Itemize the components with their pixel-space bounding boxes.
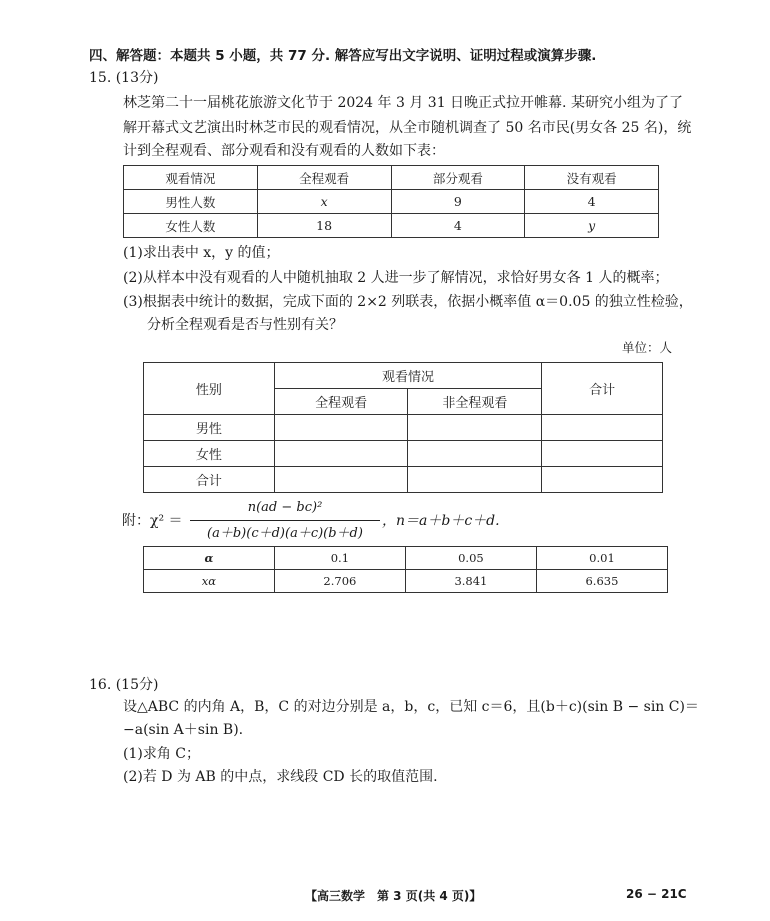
gender-header: 性别 [144,363,275,415]
paper-code: 26 − 21C [626,887,687,901]
watch-count-table [123,165,659,238]
section-heading: 四、解答题：本题共 5 小题，共 77 分. 解答应写出文字说明、证明过程或演算步骤. [89,48,597,64]
table-row [144,547,668,570]
row-label-total: 合计 [144,467,275,493]
blank-cell [408,441,542,467]
q16-part1: (1)求角 C； [123,746,200,762]
table-cell: x [257,190,391,214]
blank-cell [274,415,408,441]
table-cell: 4 [525,190,659,214]
q15-number: 15. (13分) [89,70,159,86]
table-cell: 2.706 [274,570,405,593]
q16-part2: (2)若 D 为 AB 的中点，求线段 CD 长的取值范围. [123,769,438,785]
q15-para-line1: 林芝第二十一届桃花旅游文化节于 2024 年 3 月 31 日晚正式拉开帷幕. 某研究小组为了了 [123,95,683,111]
blank-cell [542,467,663,493]
table-cell: 0.1 [274,547,405,570]
table-cell: y [525,214,659,238]
table-row [144,415,663,441]
table-cell: 女性人数 [124,214,258,238]
table-header-cell: 部分观看 [391,166,525,190]
q15-para-line3: 计到全程观看、部分观看和没有观看的人数如下表： [123,143,445,159]
row-label-female: 女性 [144,441,275,467]
formula-prefix: 附：χ² ＝ [122,513,183,529]
blank-cell [274,441,408,467]
blank-cell [408,467,542,493]
table-cell: 3.841 [405,570,536,593]
q15-part3-line1: (3)根据表中统计的数据，完成下面的 2×2 列联表，依据小概率值 α＝0.05 的独立性检验， [123,294,693,310]
formula-denominator: (a＋b)(c＋d)(a＋c)(b＋d) [207,526,363,541]
full-watch-header: 全程观看 [274,389,408,415]
table-cell: 4 [391,214,525,238]
contingency-table [143,362,663,493]
table-cell: 男性人数 [124,190,258,214]
blank-cell [408,415,542,441]
table-header-cell: 观看情况 [124,166,258,190]
table-row [144,570,668,593]
table-row [144,467,663,493]
unit-label: 单位：人 [622,340,673,355]
formula-suffix: ，n＝a＋b＋c＋d. [382,513,500,529]
table-row [124,190,659,214]
table-cell: 0.05 [405,547,536,570]
table-cell: 0.01 [536,547,667,570]
blank-cell [542,441,663,467]
blank-cell [274,467,408,493]
table-row [144,441,663,467]
q15-part3-line2: 分析全程观看是否与性别有关？ [147,317,343,333]
fraction-bar [190,520,380,521]
watch-header: 观看情况 [274,363,541,389]
q16-number: 16. (15分) [89,677,159,693]
table-cell: 18 [257,214,391,238]
q15-para-line2: 解开幕式文艺演出时林芝市民的观看情况，从全市随机调查了 50 名市民(男女各 25 名)，统 [123,120,692,136]
alpha-label: α [144,547,275,570]
table-row [124,214,659,238]
blank-cell [542,415,663,441]
q16-line2: −a(sin A＋sin B). [123,722,244,738]
q16-line1: 设△ABC 的内角 A，B，C 的对边分别是 a，b，c，已知 c＝6，且(b＋c)(sin B − sin C)＝ [123,699,699,715]
q15-part1: (1)求出表中 x，y 的值； [123,245,280,261]
x-alpha-label: xα [144,570,275,593]
total-header: 合计 [542,363,663,415]
critical-value-table [143,546,668,593]
table-header-cell: 没有观看 [525,166,659,190]
table-header-row [124,166,659,190]
table-cell: 9 [391,190,525,214]
formula-numerator: n(ad − bc)² [247,500,323,515]
table-header-cell: 全程观看 [257,166,391,190]
row-label-male: 男性 [144,415,275,441]
q15-part2: (2)从样本中没有观看的人中随机抽取 2 人进一步了解情况，求恰好男女各 1 人的概率； [123,270,669,286]
non-full-watch-header: 非全程观看 [408,389,542,415]
page-footer: 【高三数学 第 3 页(共 4 页)】 [305,889,482,903]
table-cell: 6.635 [536,570,667,593]
